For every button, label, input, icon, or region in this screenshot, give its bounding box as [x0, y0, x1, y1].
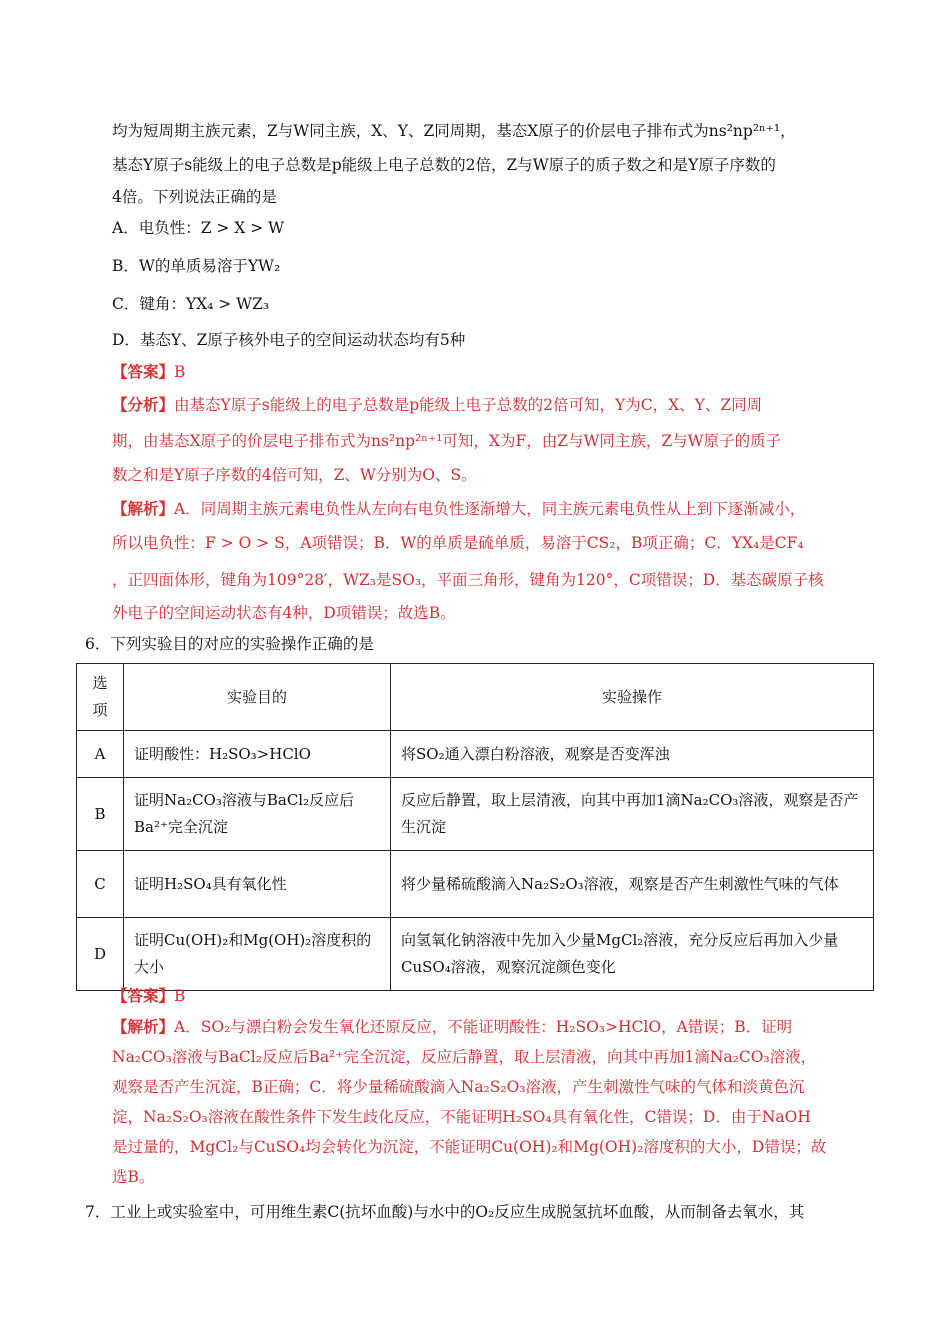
- q5-stem-line-2: 基态Y原子s能级上的电子总数是p能级上电子总数的2倍，Z与W原子的质子数之和是Y原子序数的: [112, 156, 776, 174]
- q6-explain-text-1: A．SO₂与漂白粉会发生氧化还原反应，不能证明酸性：H₂SO₃>HClO，A错误；B．证明: [174, 1018, 793, 1036]
- q5-option-b: B．W的单质易溶于YW₂: [112, 257, 281, 275]
- q5-analysis-text-1: 由基态Y原子s能级上的电子总数是p能级上电子总数的2倍可知，Y为C，X、Y、Z同周: [174, 396, 763, 414]
- q5-stem-line-1: 均为短周期主族元素，Z与W同主族，X、Y、Z同周期，基态X原子的价层电子排布式为ns²np²ⁿ⁺¹，: [112, 122, 796, 140]
- q6-experiment-table: [76, 663, 874, 991]
- table-row: [77, 731, 874, 778]
- table-row: [77, 851, 874, 918]
- row-operation: 将SO₂通入漂白粉溶液，观察是否变浑浊: [391, 731, 874, 778]
- header-option: 选项: [77, 664, 124, 731]
- q6-explain-line-1: [112, 1012, 864, 1042]
- q5-answer-value: B: [174, 363, 186, 381]
- q5-option-a: A．电负性：Z > X > W: [112, 219, 285, 237]
- q6-explain-line-6: 选B。: [112, 1168, 155, 1186]
- q6-stem: 6．下列实验目的对应的实验操作正确的是: [85, 635, 374, 653]
- q5-explain-text-1: A．同周期主族元素电负性从左向右电负性逐渐增大，同主族元素电负性从上到下逐渐减小，: [174, 500, 806, 518]
- q6-explain-label: 【解析】: [112, 1017, 175, 1036]
- q5-explain-line-4: 外电子的空间运动状态有4种，D项错误；故选B。: [112, 604, 456, 622]
- row-operation: 向氢氧化钠溶液中先加入少量MgCl₂溶液，充分反应后再加入少量CuSO₄溶液，观察沉淀颜色变化: [391, 918, 874, 991]
- q5-analysis-line-2: 期，由基态X原子的价层电子排布式为ns²np²ⁿ⁺¹可知，X为F，由Z与W同主族，Z与W原子的质子: [112, 432, 782, 450]
- header-goal: 实验目的: [124, 664, 391, 731]
- q6-answer-label: 【答案】: [112, 986, 175, 1005]
- q6-answer: [112, 982, 185, 1010]
- row-operation: 将少量稀硫酸滴入Na₂S₂O₃溶液，观察是否产生刺激性气味的气体: [391, 851, 874, 918]
- header-operation: 实验操作: [391, 664, 874, 731]
- q5-analysis-line-3: 数之和是Y原子序数的4倍可知，Z、W分别为O、S。: [112, 466, 477, 484]
- row-goal: 证明Cu(OH)₂和Mg(OH)₂溶度积的大小: [124, 918, 391, 991]
- q5-answer: [112, 358, 185, 386]
- row-goal: 证明Na₂CO₃溶液与BaCl₂反应后Ba²⁺完全沉淀: [124, 778, 391, 851]
- q5-explain-line-2: 所以电负性：F > O > S，A项错误；B．W的单质是硫单质，易溶于CS₂，B项正确；C．YX₄是CF₄: [112, 534, 804, 552]
- q5-explain-label: 【解析】: [112, 499, 175, 518]
- q5-explain-line-1: [112, 494, 864, 524]
- row-goal: 证明H₂SO₄具有氧化性: [124, 851, 391, 918]
- q6-explain-line-5: 是过量的，MgCl₂与CuSO₄均会转化为沉淀，不能证明Cu(OH)₂和Mg(OH)₂溶度积的大小，D错误；故: [112, 1138, 827, 1156]
- row-option: C: [77, 851, 124, 918]
- q6-explain-line-4: 淀，Na₂S₂O₃溶液在酸性条件下发生歧化反应，不能证明H₂SO₄具有氧化性，C错误；D．由于NaOH: [112, 1108, 811, 1126]
- q5-analysis-line-1: [112, 390, 864, 420]
- q6-explain-line-3: 观察是否产生沉淀，B正确；C．将少量稀硫酸滴入Na₂S₂O₃溶液，产生刺激性气味的气体和淡黄色沉: [112, 1078, 805, 1096]
- q5-answer-label: 【答案】: [112, 362, 175, 381]
- q6-answer-value: B: [174, 987, 186, 1005]
- q6-explain-line-2: Na₂CO₃溶液与BaCl₂反应后Ba²⁺完全沉淀，反应后静置，取上层清液，向其中再加1滴Na₂CO₃溶液，: [112, 1048, 817, 1066]
- q5-stem-line-3: 4倍。下列说法正确的是: [112, 188, 277, 206]
- row-option: B: [77, 778, 124, 851]
- table-row: [77, 778, 874, 851]
- row-goal: 证明酸性：H₂SO₃>HClO: [124, 731, 391, 778]
- q7-stem: 7．工业上或实验室中，可用维生素C(抗坏血酸)与水中的O₂反应生成脱氢抗坏血酸，从而制备去氧水，其: [85, 1203, 805, 1221]
- row-option: D: [77, 918, 124, 991]
- table-row: [77, 918, 874, 991]
- table-header-row: [77, 664, 874, 731]
- q5-option-d: D．基态Y、Z原子核外电子的空间运动状态均有5种: [112, 331, 466, 349]
- q5-analysis-label: 【分析】: [112, 395, 175, 414]
- q5-explain-line-3: ，正四面体形，键角为109°28′，WZ₃是SO₃，平面三角形，键角为120°，C项错误；D．基态碳原子核: [112, 571, 824, 589]
- row-operation: 反应后静置，取上层清液，向其中再加1滴Na₂CO₃溶液，观察是否产生沉淀: [391, 778, 874, 851]
- q5-option-c: C．键角：YX₄ > WZ₃: [112, 295, 270, 313]
- row-option: A: [77, 731, 124, 778]
